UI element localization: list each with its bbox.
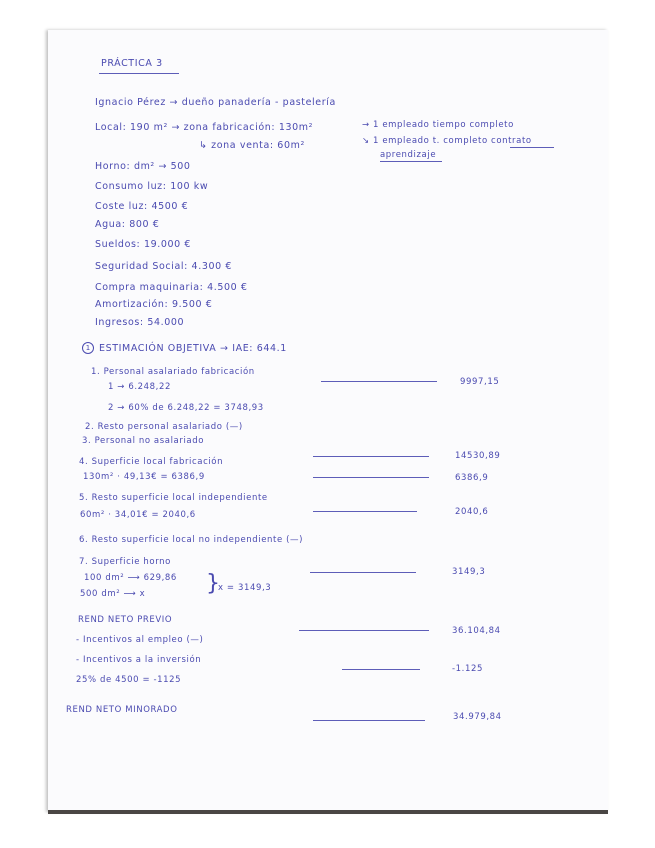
item-1-label: 1. Personal asalariado fabricación [91,367,255,377]
contrato-underline [510,147,554,148]
data-line: Consumo luz: 100 kw [95,181,209,192]
section-number-circle: 1 [82,342,94,354]
rend-neto-previo-rule [299,630,429,631]
employee-note-1: → 1 empleado tiempo completo [362,120,514,130]
item-4-value: 6386,9 [455,473,489,483]
incentivos-inversion-line: - Incentivos a la inversión [76,655,202,665]
data-line: Compra maquinaria: 4.500 € [95,282,248,293]
rend-neto-previo-value: 36.104,84 [452,626,501,636]
rend-neto-minorado-label: REND NETO MINORADO [66,705,178,715]
brace-symbol: } [206,571,220,596]
rend-neto-previo-label: REND NETO PREVIO [78,615,173,625]
item-7-value: 3149,3 [452,567,486,577]
item-1-rule [321,381,437,382]
item-7-calc-a: 100 dm² ⟶ 629,86 [84,573,177,583]
data-line: Agua: 800 € [95,219,160,230]
incentivos-empleo-line: - Incentivos al empleo (—) [76,635,204,645]
item-6-label: 6. Resto superficie local no independiente (—) [79,535,304,545]
data-line: Seguridad Social: 4.300 € [95,261,233,272]
data-line: Amortización: 9.500 € [95,299,213,310]
local-venta-line: ↳ zona venta: 60m² [199,140,305,151]
data-line: Ingresos: 54.000 [95,317,185,328]
section-heading: ESTIMACIÓN OBJETIVA → IAE: 644.1 [99,343,287,354]
incentivos-inversion-rule [342,669,420,670]
item-5-rule [313,511,417,512]
item-1-calc-a: 1 → 6.248,22 [108,382,171,392]
item-4-calc: 130m² · 49,13€ = 6386,9 [83,472,205,482]
page-title: PRÁCTICA 3 [101,58,163,69]
aprendizaje-underline [380,161,442,162]
local-line: Local: 190 m² → zona fabricación: 130m² [95,122,314,133]
employee-note-3: aprendizaje [380,150,437,160]
data-line: Sueldos: 19.000 € [95,239,192,250]
item-3-rule [313,456,429,457]
item-7-label: 7. Superficie horno [79,557,171,567]
item-7-calc-b: 500 dm² ⟶ x [80,589,146,599]
item-7-result: x = 3149,3 [218,583,272,593]
incentivos-inversion-value: -1.125 [452,664,484,674]
item-3-label: 3. Personal no asalariado [82,436,205,446]
item-1-calc-b: 2 → 60% de 6.248,22 = 3748,93 [108,403,264,413]
item-3-value: 14530,89 [455,451,501,461]
employee-note-2: ↘ 1 empleado t. completo contrato [362,136,532,146]
item-4-rule [313,477,429,478]
item-7-rule [310,572,416,573]
page-bottom-edge [48,810,608,814]
item-1-value: 9997,15 [460,377,500,387]
intro-line: Ignacio Pérez → dueño panadería - pastelería [95,97,336,108]
rend-neto-minorado-rule [313,720,425,721]
incentivos-inversion-calc: 25% de 4500 = -1125 [76,675,182,685]
item-4-label: 4. Superficie local fabricación [79,457,224,467]
item-5-label: 5. Resto superficie local independiente [79,493,268,503]
item-2-label: 2. Resto personal asalariado (—) [85,422,243,432]
item-5-value: 2040,6 [455,507,489,517]
data-line: Coste luz: 4500 € [95,201,189,212]
item-5-calc: 60m² · 34,01€ = 2040,6 [80,510,196,520]
data-line: Horno: dm² → 500 [95,161,191,172]
title-underline [99,73,179,74]
rend-neto-minorado-value: 34.979,84 [453,712,502,722]
